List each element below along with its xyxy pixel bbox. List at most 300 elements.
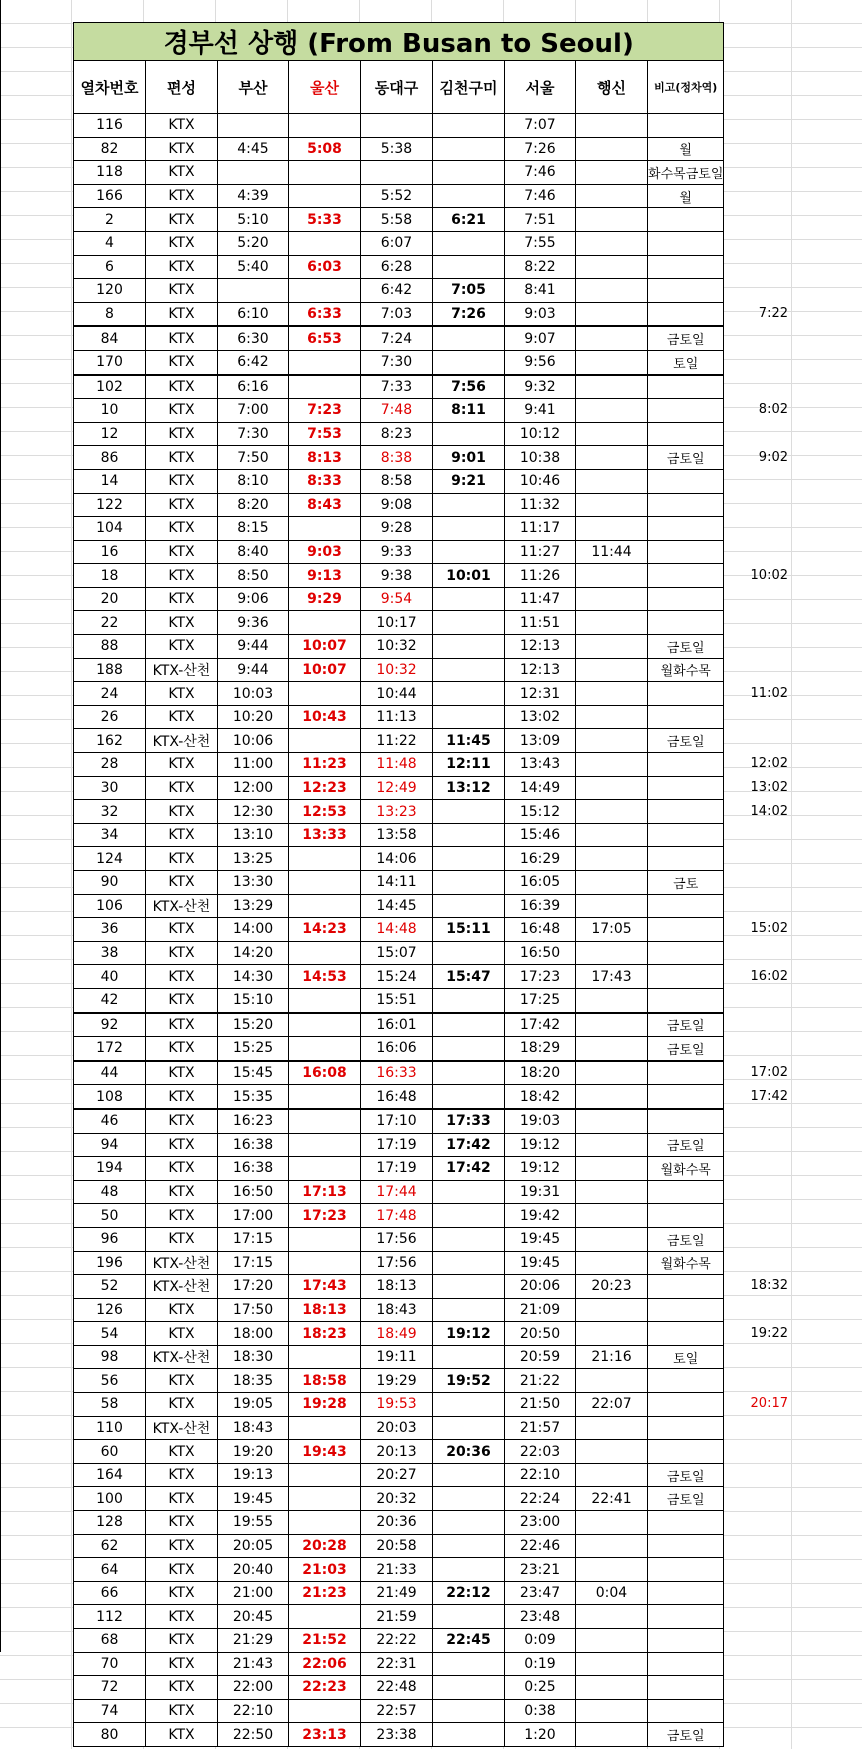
- train-type-cell: KTX: [146, 587, 218, 611]
- train-number-cell: 164: [74, 1463, 146, 1487]
- seoul-time-cell: 9:03: [505, 302, 576, 326]
- train-number-cell: 108: [74, 1085, 146, 1109]
- notes-cell: [648, 1534, 724, 1558]
- haengsin-time-cell: [576, 800, 648, 824]
- dongdaegu-time-cell: 20:27: [361, 1463, 433, 1487]
- column-edge-line: [0, 0, 1, 1652]
- train-number-cell: 70: [74, 1652, 146, 1676]
- haengsin-time-cell: [576, 184, 648, 208]
- notes-cell: [648, 1629, 724, 1653]
- train-number-cell: 196: [74, 1251, 146, 1275]
- ulsan-time-cell: 13:33: [289, 823, 361, 847]
- notes-cell: [648, 1298, 724, 1322]
- haengsin-time-cell: [576, 1558, 648, 1582]
- gimcheon-gumi-time-cell: 15:11: [433, 918, 505, 942]
- notes-cell: [648, 1275, 724, 1299]
- gimcheon-gumi-time-cell: 11:45: [433, 729, 505, 753]
- haengsin-time-cell: [576, 1180, 648, 1204]
- dongdaegu-time-cell: 7:33: [361, 375, 433, 399]
- seoul-time-cell: 21:22: [505, 1369, 576, 1393]
- gimcheon-gumi-time-cell: [433, 540, 505, 564]
- seoul-time-cell: 16:48: [505, 918, 576, 942]
- haengsin-time-cell: [576, 255, 648, 279]
- haengsin-time-cell: [576, 894, 648, 918]
- notes-cell: [648, 302, 724, 326]
- haengsin-time-cell: [576, 1204, 648, 1228]
- busan-time-cell: 6:10: [218, 302, 289, 326]
- gimcheon-gumi-time-cell: [433, 682, 505, 706]
- dongdaegu-time-cell: 13:58: [361, 823, 433, 847]
- haengsin-time-cell: [576, 375, 648, 399]
- seoul-time-cell: 18:29: [505, 1037, 576, 1061]
- seoul-time-cell: 0:25: [505, 1676, 576, 1700]
- haengsin-time-cell: [576, 279, 648, 303]
- table-row: [74, 705, 724, 729]
- table-row: [74, 1157, 724, 1181]
- seoul-time-cell: 23:21: [505, 1558, 576, 1582]
- train-type-cell: KTX: [146, 564, 218, 588]
- table-row: [74, 1723, 724, 1747]
- ulsan-time-cell: [289, 1133, 361, 1157]
- seoul-time-cell: 23:47: [505, 1581, 576, 1605]
- notes-cell: 금토일: [648, 1723, 724, 1747]
- train-number-cell: 92: [74, 1013, 146, 1037]
- notes-cell: 금토일: [648, 1463, 724, 1487]
- train-number-cell: 26: [74, 705, 146, 729]
- side-note-time: 15:02: [750, 921, 788, 937]
- ulsan-time-cell: [289, 279, 361, 303]
- gimcheon-gumi-time-cell: [433, 658, 505, 682]
- busan-time-cell: 10:06: [218, 729, 289, 753]
- table-row: [74, 184, 724, 208]
- train-type-cell: KTX: [146, 1061, 218, 1085]
- table-row: [74, 682, 724, 706]
- seoul-time-cell: 11:47: [505, 587, 576, 611]
- notes-cell: 금토일: [648, 446, 724, 470]
- notes-cell: 금토일: [648, 1013, 724, 1037]
- gimcheon-gumi-time-cell: [433, 847, 505, 871]
- dongdaegu-time-cell: 16:48: [361, 1085, 433, 1109]
- gimcheon-gumi-time-cell: [433, 705, 505, 729]
- ulsan-time-cell: 17:13: [289, 1180, 361, 1204]
- seoul-time-cell: 7:55: [505, 231, 576, 255]
- train-number-cell: 126: [74, 1298, 146, 1322]
- gimcheon-gumi-time-cell: 8:11: [433, 399, 505, 423]
- gimcheon-gumi-time-cell: [433, 1061, 505, 1085]
- dongdaegu-time-cell: 20:03: [361, 1416, 433, 1440]
- train-type-cell: KTX: [146, 1204, 218, 1228]
- train-type-cell: KTX: [146, 137, 218, 161]
- table-row: [74, 1298, 724, 1322]
- busan-time-cell: 19:45: [218, 1487, 289, 1511]
- ulsan-time-cell: 16:08: [289, 1061, 361, 1085]
- table-row: [74, 1369, 724, 1393]
- train-type-cell: KTX: [146, 776, 218, 800]
- busan-time-cell: 18:43: [218, 1416, 289, 1440]
- seoul-time-cell: 11:26: [505, 564, 576, 588]
- gimcheon-gumi-time-cell: [433, 1251, 505, 1275]
- seoul-time-cell: 7:26: [505, 137, 576, 161]
- side-note-time: 19:22: [750, 1325, 788, 1341]
- dongdaegu-time-cell: 9:33: [361, 540, 433, 564]
- busan-time-cell: 19:20: [218, 1440, 289, 1464]
- seoul-time-cell: 9:32: [505, 375, 576, 399]
- busan-time-cell: 9:06: [218, 587, 289, 611]
- train-type-cell: KTX: [146, 1013, 218, 1037]
- notes-cell: [648, 682, 724, 706]
- busan-time-cell: 7:00: [218, 399, 289, 423]
- ulsan-time-cell: 19:43: [289, 1440, 361, 1464]
- busan-time-cell: 17:50: [218, 1298, 289, 1322]
- train-type-cell: KTX: [146, 184, 218, 208]
- busan-time-cell: 21:00: [218, 1581, 289, 1605]
- busan-time-cell: 6:42: [218, 350, 289, 374]
- gimcheon-gumi-time-cell: [433, 1204, 505, 1228]
- train-type-cell: KTX: [146, 422, 218, 446]
- ulsan-time-cell: [289, 988, 361, 1012]
- train-type-cell: KTX: [146, 705, 218, 729]
- ulsan-time-cell: 19:28: [289, 1393, 361, 1417]
- dongdaegu-time-cell: 20:58: [361, 1534, 433, 1558]
- table-row: [74, 965, 724, 989]
- train-type-cell: KTX: [146, 326, 218, 350]
- dongdaegu-time-cell: 20:32: [361, 1487, 433, 1511]
- gimcheon-gumi-time-cell: [433, 1037, 505, 1061]
- busan-time-cell: 8:10: [218, 469, 289, 493]
- haengsin-time-cell: [576, 208, 648, 232]
- train-type-cell: KTX: [146, 1605, 218, 1629]
- seoul-time-cell: 22:46: [505, 1534, 576, 1558]
- train-number-cell: 118: [74, 161, 146, 185]
- table-row: [74, 1013, 724, 1037]
- busan-time-cell: 5:40: [218, 255, 289, 279]
- train-number-cell: 40: [74, 965, 146, 989]
- train-type-cell: KTX: [146, 1723, 218, 1747]
- notes-cell: [648, 587, 724, 611]
- notes-cell: [648, 988, 724, 1012]
- train-number-cell: 122: [74, 493, 146, 517]
- ulsan-time-cell: 5:08: [289, 137, 361, 161]
- busan-time-cell: 21:29: [218, 1629, 289, 1653]
- haengsin-time-cell: [576, 446, 648, 470]
- haengsin-time-cell: [576, 137, 648, 161]
- train-number-cell: 44: [74, 1061, 146, 1085]
- table-row: [74, 611, 724, 635]
- gimcheon-gumi-time-cell: 20:36: [433, 1440, 505, 1464]
- table-row: [74, 1463, 724, 1487]
- train-type-cell: KTX: [146, 1157, 218, 1181]
- busan-time-cell: [218, 161, 289, 185]
- dongdaegu-time-cell: 9:54: [361, 587, 433, 611]
- busan-time-cell: 17:15: [218, 1227, 289, 1251]
- haengsin-time-cell: [576, 350, 648, 374]
- train-number-cell: 110: [74, 1416, 146, 1440]
- dongdaegu-time-cell: 21:33: [361, 1558, 433, 1582]
- seoul-time-cell: 0:09: [505, 1629, 576, 1653]
- gimcheon-gumi-time-cell: [433, 161, 505, 185]
- table-row: [74, 302, 724, 326]
- table-row: [74, 469, 724, 493]
- dongdaegu-time-cell: 21:59: [361, 1605, 433, 1629]
- busan-time-cell: 13:30: [218, 871, 289, 895]
- busan-time-cell: 5:10: [218, 208, 289, 232]
- notes-cell: [648, 800, 724, 824]
- train-type-cell: KTX: [146, 941, 218, 965]
- ulsan-time-cell: [289, 1109, 361, 1133]
- haengsin-time-cell: [576, 114, 648, 138]
- ulsan-time-cell: 18:23: [289, 1322, 361, 1346]
- train-type-cell: KTX: [146, 1558, 218, 1582]
- haengsin-time-cell: [576, 1157, 648, 1181]
- table-row: [74, 564, 724, 588]
- busan-time-cell: 10:03: [218, 682, 289, 706]
- side-note-time: 12:02: [750, 756, 788, 772]
- busan-time-cell: 8:20: [218, 493, 289, 517]
- train-type-cell: KTX: [146, 1109, 218, 1133]
- dongdaegu-time-cell: 20:36: [361, 1511, 433, 1535]
- dongdaegu-time-cell: 5:52: [361, 184, 433, 208]
- train-type-cell: KTX: [146, 231, 218, 255]
- haengsin-time-cell: 17:43: [576, 965, 648, 989]
- table-row: [74, 1652, 724, 1676]
- seoul-time-cell: 16:50: [505, 941, 576, 965]
- busan-time-cell: 20:05: [218, 1534, 289, 1558]
- gimcheon-gumi-time-cell: 17:42: [433, 1157, 505, 1181]
- notes-cell: [648, 1652, 724, 1676]
- dongdaegu-time-cell: 18:43: [361, 1298, 433, 1322]
- seoul-time-cell: 18:42: [505, 1085, 576, 1109]
- ulsan-time-cell: 8:33: [289, 469, 361, 493]
- dongdaegu-time-cell: 15:07: [361, 941, 433, 965]
- busan-time-cell: 19:05: [218, 1393, 289, 1417]
- side-note-time: 16:02: [750, 968, 788, 984]
- seoul-time-cell: 23:48: [505, 1605, 576, 1629]
- busan-time-cell: 16:38: [218, 1157, 289, 1181]
- header-gimcheon-gumi: 김천구미: [433, 61, 505, 114]
- train-type-cell: KTX: [146, 1037, 218, 1061]
- train-type-cell: KTX: [146, 1629, 218, 1653]
- header-ulsan: 울산: [289, 61, 361, 114]
- table-row: [74, 1061, 724, 1085]
- ulsan-time-cell: 18:13: [289, 1298, 361, 1322]
- side-note-time: 17:02: [750, 1064, 788, 1080]
- busan-time-cell: 12:30: [218, 800, 289, 824]
- gimcheon-gumi-time-cell: [433, 1511, 505, 1535]
- gimcheon-gumi-time-cell: 9:01: [433, 446, 505, 470]
- train-type-cell: KTX: [146, 493, 218, 517]
- haengsin-time-cell: [576, 469, 648, 493]
- notes-cell: 금토일: [648, 1227, 724, 1251]
- busan-time-cell: 18:30: [218, 1345, 289, 1369]
- train-number-cell: 56: [74, 1369, 146, 1393]
- header-train-type: 편성: [146, 61, 218, 114]
- seoul-time-cell: 11:32: [505, 493, 576, 517]
- dongdaegu-time-cell: 23:38: [361, 1723, 433, 1747]
- train-number-cell: 54: [74, 1322, 146, 1346]
- table-row: [74, 1180, 724, 1204]
- busan-time-cell: 21:43: [218, 1652, 289, 1676]
- notes-cell: [648, 705, 724, 729]
- ulsan-time-cell: 22:23: [289, 1676, 361, 1700]
- train-type-cell: KTX: [146, 255, 218, 279]
- haengsin-time-cell: [576, 682, 648, 706]
- train-type-cell: KTX: [146, 1085, 218, 1109]
- notes-cell: 금토일: [648, 1037, 724, 1061]
- train-type-cell: KTX: [146, 1322, 218, 1346]
- gimcheon-gumi-time-cell: [433, 1605, 505, 1629]
- dongdaegu-time-cell: 15:51: [361, 988, 433, 1012]
- train-number-cell: 34: [74, 823, 146, 847]
- notes-cell: 월: [648, 137, 724, 161]
- header-haengsin: 행신: [576, 61, 648, 114]
- notes-cell: 금토일: [648, 729, 724, 753]
- notes-cell: [648, 1393, 724, 1417]
- haengsin-time-cell: [576, 871, 648, 895]
- haengsin-time-cell: [576, 941, 648, 965]
- table-row: [74, 871, 724, 895]
- seoul-time-cell: 22:24: [505, 1487, 576, 1511]
- table-row: [74, 493, 724, 517]
- busan-time-cell: 14:00: [218, 918, 289, 942]
- table-row: [74, 540, 724, 564]
- train-type-cell: KTX: [146, 1534, 218, 1558]
- dongdaegu-time-cell: 21:49: [361, 1581, 433, 1605]
- train-number-cell: 52: [74, 1275, 146, 1299]
- notes-cell: 금토: [648, 871, 724, 895]
- table-row: [74, 326, 724, 350]
- haengsin-time-cell: 21:16: [576, 1345, 648, 1369]
- seoul-time-cell: 22:10: [505, 1463, 576, 1487]
- gimcheon-gumi-time-cell: [433, 255, 505, 279]
- train-number-cell: 10: [74, 399, 146, 423]
- side-note-time: 13:02: [750, 779, 788, 795]
- notes-cell: 금토일: [648, 1133, 724, 1157]
- notes-cell: 금토일: [648, 635, 724, 659]
- dongdaegu-time-cell: 7:24: [361, 326, 433, 350]
- seoul-time-cell: 7:46: [505, 184, 576, 208]
- gimcheon-gumi-time-cell: 10:01: [433, 564, 505, 588]
- haengsin-time-cell: [576, 753, 648, 777]
- ulsan-time-cell: [289, 184, 361, 208]
- busan-time-cell: 7:30: [218, 422, 289, 446]
- busan-time-cell: 4:39: [218, 184, 289, 208]
- side-note-time: 8:02: [758, 402, 788, 418]
- gimcheon-gumi-time-cell: [433, 326, 505, 350]
- busan-time-cell: 6:16: [218, 375, 289, 399]
- dongdaegu-time-cell: 7:30: [361, 350, 433, 374]
- train-number-cell: 20: [74, 587, 146, 611]
- haengsin-time-cell: [576, 823, 648, 847]
- ulsan-time-cell: [289, 161, 361, 185]
- table-row: [74, 1558, 724, 1582]
- dongdaegu-time-cell: 6:42: [361, 279, 433, 303]
- haengsin-time-cell: [576, 399, 648, 423]
- side-note-time: 20:17: [750, 1396, 788, 1412]
- dongdaegu-time-cell: 15:24: [361, 965, 433, 989]
- train-number-cell: 90: [74, 871, 146, 895]
- gimcheon-gumi-time-cell: 17:42: [433, 1133, 505, 1157]
- gimcheon-gumi-time-cell: [433, 988, 505, 1012]
- gimcheon-gumi-time-cell: [433, 587, 505, 611]
- dongdaegu-time-cell: 16:01: [361, 1013, 433, 1037]
- haengsin-time-cell: [576, 1511, 648, 1535]
- haengsin-time-cell: [576, 231, 648, 255]
- ulsan-time-cell: [289, 1037, 361, 1061]
- gimcheon-gumi-time-cell: [433, 1558, 505, 1582]
- notes-cell: [648, 1061, 724, 1085]
- busan-time-cell: 7:50: [218, 446, 289, 470]
- ulsan-time-cell: [289, 1157, 361, 1181]
- notes-cell: [648, 1109, 724, 1133]
- gimcheon-gumi-time-cell: [433, 1723, 505, 1747]
- seoul-time-cell: 17:23: [505, 965, 576, 989]
- busan-time-cell: 13:29: [218, 894, 289, 918]
- busan-time-cell: 9:44: [218, 658, 289, 682]
- haengsin-time-cell: [576, 161, 648, 185]
- gimcheon-gumi-time-cell: 12:11: [433, 753, 505, 777]
- dongdaegu-time-cell: 5:38: [361, 137, 433, 161]
- table-row: [74, 753, 724, 777]
- notes-cell: [648, 965, 724, 989]
- train-number-cell: 18: [74, 564, 146, 588]
- dongdaegu-time-cell: 6:07: [361, 231, 433, 255]
- gimcheon-gumi-time-cell: [433, 894, 505, 918]
- notes-cell: [648, 941, 724, 965]
- ulsan-time-cell: [289, 1013, 361, 1037]
- gimcheon-gumi-time-cell: [433, 184, 505, 208]
- notes-cell: [648, 399, 724, 423]
- haengsin-time-cell: [576, 1676, 648, 1700]
- train-type-cell: KTX: [146, 1133, 218, 1157]
- gimcheon-gumi-time-cell: [433, 1676, 505, 1700]
- haengsin-time-cell: [576, 1723, 648, 1747]
- haengsin-time-cell: [576, 1416, 648, 1440]
- train-number-cell: 58: [74, 1393, 146, 1417]
- gimcheon-gumi-time-cell: 15:47: [433, 965, 505, 989]
- train-type-cell: KTX: [146, 375, 218, 399]
- train-number-cell: 100: [74, 1487, 146, 1511]
- seoul-time-cell: 10:12: [505, 422, 576, 446]
- busan-time-cell: 18:35: [218, 1369, 289, 1393]
- table-row: [74, 231, 724, 255]
- haengsin-time-cell: [576, 587, 648, 611]
- table-row: [74, 1345, 724, 1369]
- busan-time-cell: 22:50: [218, 1723, 289, 1747]
- gimcheon-gumi-time-cell: [433, 350, 505, 374]
- train-number-cell: 22: [74, 611, 146, 635]
- train-number-cell: 50: [74, 1204, 146, 1228]
- gimcheon-gumi-time-cell: [433, 611, 505, 635]
- gimcheon-gumi-time-cell: [433, 137, 505, 161]
- train-type-cell: KTX: [146, 161, 218, 185]
- ulsan-time-cell: 7:23: [289, 399, 361, 423]
- sheet-title: 경부선 상행 (From Busan to Seoul): [74, 23, 724, 61]
- gimcheon-gumi-time-cell: 19:52: [433, 1369, 505, 1393]
- notes-cell: [648, 1581, 724, 1605]
- train-type-cell: KTX: [146, 1511, 218, 1535]
- haengsin-time-cell: [576, 1463, 648, 1487]
- seoul-time-cell: 7:46: [505, 161, 576, 185]
- train-type-cell: KTX: [146, 469, 218, 493]
- train-type-cell: KTX: [146, 682, 218, 706]
- notes-cell: [648, 823, 724, 847]
- train-number-cell: 24: [74, 682, 146, 706]
- ulsan-time-cell: 6:33: [289, 302, 361, 326]
- notes-cell: [648, 208, 724, 232]
- table-row: [74, 1133, 724, 1157]
- haengsin-time-cell: [576, 1013, 648, 1037]
- table-row: [74, 1629, 724, 1653]
